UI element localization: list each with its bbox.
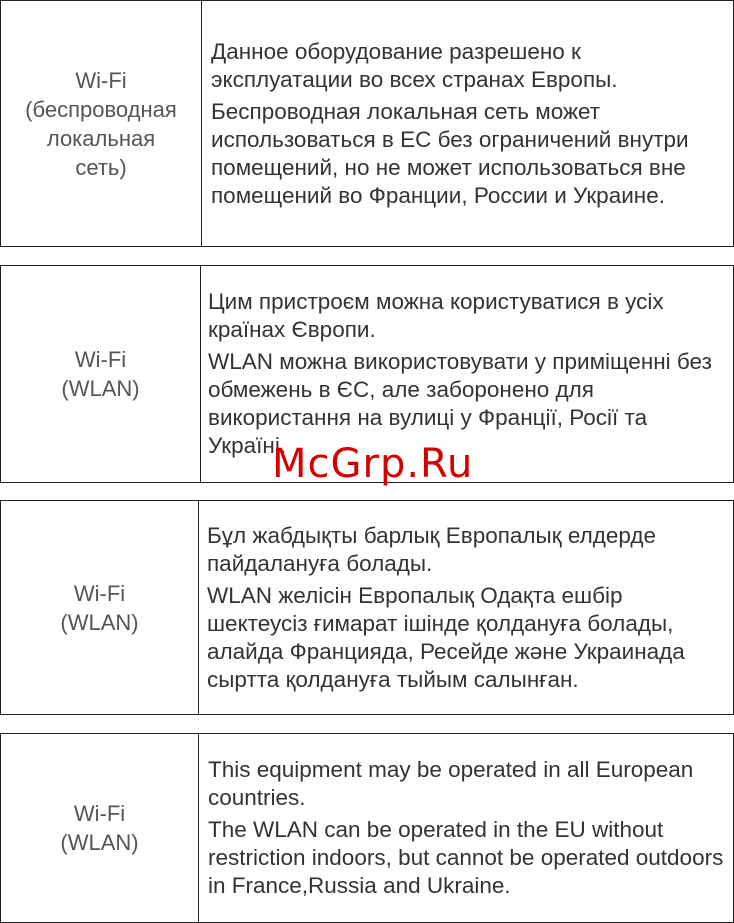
wifi-label-kazakh (1, 501, 199, 714)
wifi-block-kazakh (0, 500, 734, 715)
watermark-text: McGrp.Ru (272, 441, 474, 487)
label-line: сеть) (75, 154, 127, 180)
label-line: Wi-Fi (74, 347, 127, 372)
label-line: (WLAN) (60, 609, 139, 635)
wifi-block-russian (0, 0, 734, 247)
wifi-text-russian (202, 1, 733, 246)
wifi-text-english (199, 734, 733, 922)
wifi-label-russian (1, 1, 202, 246)
wlan-paragraph: Беспроводная локальная сеть может использоваться в ЕС без ограничений внутри помещений, но не может использоваться вне помещений во Франции, России и Украине. (211, 98, 689, 208)
wifi-label-ukrainian (1, 266, 201, 482)
wifi-label-english (1, 734, 199, 922)
compliance-paragraph: Цим пристроєм можна користуватися в усіх країнах Європи. (208, 289, 664, 342)
wifi-text-kazakh (199, 501, 733, 714)
wifi-text-ukrainian (201, 266, 733, 482)
wlan-paragraph: WLAN желісін Европалық Одақта ешбір шектеусіз ғимарат ішінде қолдануға болады, алайда Францияда, Ресейде және Украинада сыртта қолдануға тыйым салынған. (207, 582, 685, 692)
label-line: (WLAN) (61, 376, 140, 401)
compliance-paragraph: Бұл жабдықты барлық Европалық елдерде пайдалануға болады. (207, 522, 656, 576)
wlan-paragraph: The WLAN can be operated in the EU without restriction indoors, but cannot be operated outdoors in France,Russia and Ukraine. (208, 817, 724, 898)
wlan-paragraph: WLAN можна використовувати у приміщенні без обмежень в ЄС, але заборонено для використання на вулиці у Франції, Росії та Україні. (208, 349, 712, 458)
label-line: Wi-Fi (75, 67, 127, 93)
label-line: (WLAN) (60, 830, 139, 855)
compliance-paragraph: This equipment may be operated in all European countries. (208, 757, 694, 810)
label-line: Wi-Fi (73, 801, 126, 826)
label-line: Wi-Fi (73, 580, 126, 606)
wifi-block-english (0, 733, 734, 923)
label-line: локальная (46, 125, 156, 151)
label-line: (беспроводная (25, 96, 177, 122)
wifi-block-ukrainian (0, 265, 734, 483)
compliance-paragraph: Данное оборудование разрешено к эксплуатации во всех странах Европы. (211, 38, 618, 92)
